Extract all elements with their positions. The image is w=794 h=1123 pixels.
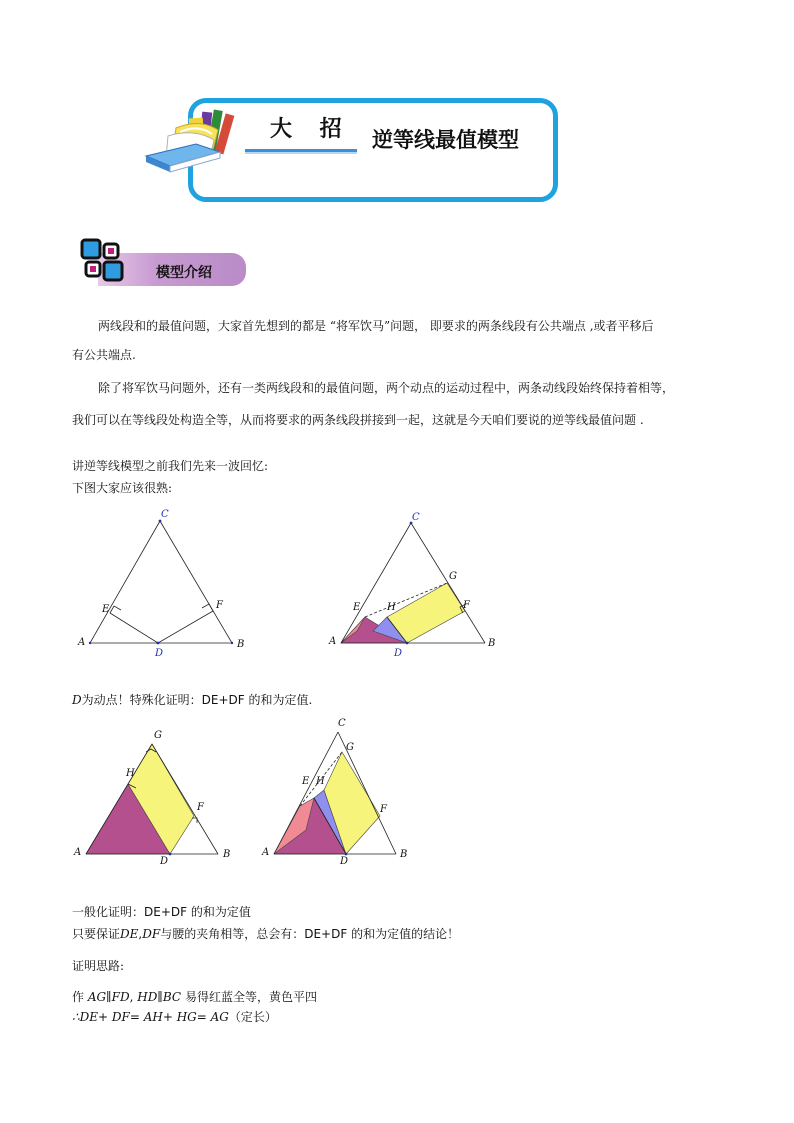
statement-1 xyxy=(72,692,312,708)
statement-2 xyxy=(72,904,251,920)
proof-line-2 xyxy=(72,1009,277,1025)
proof-line-2-math: ∴DE+ DF= AH+ HG= AG xyxy=(72,1010,229,1024)
figure-2 xyxy=(325,505,500,660)
label-G-2: G xyxy=(449,571,457,582)
label-C: C xyxy=(161,509,169,520)
statement-1-expr: DE+DF xyxy=(201,693,245,707)
label-G-4: G xyxy=(346,742,354,753)
proof-line-1-sep: , xyxy=(129,990,134,1004)
statement-3-var2: DF xyxy=(142,927,161,941)
label-A-3: A xyxy=(74,847,82,858)
banner-tab-underline xyxy=(245,149,357,154)
proof-line-1-m1: AG∥FD xyxy=(87,990,130,1004)
label-H-2: H xyxy=(387,602,396,613)
statement-1-var: D xyxy=(72,693,82,707)
recall-line1: 讲逆等线模型之前我们先来一波回忆: xyxy=(72,459,269,473)
figure-1 xyxy=(70,505,260,660)
label-D-2: D xyxy=(394,648,403,659)
statement-2-expr: DE+DF xyxy=(144,905,188,919)
label-E-4: E xyxy=(302,776,310,787)
label-F: F xyxy=(216,600,223,611)
statement-2-text: 一般化证明： xyxy=(72,905,145,919)
label-H-3: H xyxy=(126,768,135,779)
intro-p2-line1: 除了将军饮马问题外，还有一类两线段和的最值问题，两个动点的运动过程中，两条动线段始终保持着相等， xyxy=(98,381,675,395)
label-A-4: A xyxy=(262,847,270,858)
label-G-3: G xyxy=(154,730,162,741)
proof-line-1-pre: 作 xyxy=(72,990,85,1004)
label-F-2: F xyxy=(463,600,470,611)
recall-line2: 下图大家应该很熟: xyxy=(72,481,173,495)
statement-3-tail: 的和为定值的结论！ xyxy=(351,927,460,941)
label-F-3: F xyxy=(197,802,204,813)
label-B: B xyxy=(237,639,245,650)
statement-3-var1: DE xyxy=(120,927,139,941)
label-D-3: D xyxy=(160,856,169,864)
statement-1-text: 为动点！特殊化证明： xyxy=(81,693,202,707)
label-A: A xyxy=(78,637,86,648)
statement-3-expr: DE+DF xyxy=(304,927,348,941)
section-label: 模型介绍 xyxy=(156,265,212,281)
proof-line-2-tail: （定长） xyxy=(228,1010,277,1024)
intro-p2-line2: 我们可以在等线段处构造全等，从而将要求的两条线段拼接到一起，这就是今天咱们要说的逆等线最值问题 . xyxy=(72,413,644,427)
statement-2-tail: 的和为定值 xyxy=(190,905,251,919)
proof-heading: 证明思路: xyxy=(72,959,125,973)
label-A-2: A xyxy=(329,636,337,647)
intro-p1-line2: 有公共端点. xyxy=(72,348,136,362)
label-H-4: H xyxy=(316,776,325,787)
label-B-2: B xyxy=(488,638,496,649)
section-grid-icon xyxy=(78,236,128,284)
label-B-4: B xyxy=(400,849,408,860)
statement-3-pre: 只要保证 xyxy=(72,927,121,941)
proof-line-1-tail: 易得红蓝全等，黄色平四 xyxy=(184,990,317,1004)
books-icon xyxy=(140,108,250,178)
label-E-2: E xyxy=(353,602,361,613)
label-C-4: C xyxy=(338,718,346,729)
figure-4 xyxy=(258,712,418,864)
label-D: D xyxy=(155,648,164,659)
statement-3-mid: 与腰的夹角相等，总会有： xyxy=(160,927,305,941)
statement-1-tail: 的和为定值. xyxy=(248,693,313,707)
proof-line-1 xyxy=(72,989,317,1005)
proof-line-1-m2: HD∥BC xyxy=(137,990,182,1004)
label-F-4: F xyxy=(380,804,387,815)
label-B-3: B xyxy=(223,849,231,860)
header-tag: 大 招 xyxy=(270,117,352,142)
label-E: E xyxy=(102,604,110,615)
figure-3 xyxy=(70,722,240,864)
label-C-2: C xyxy=(412,512,420,523)
statement-3-sep: , xyxy=(138,927,143,941)
label-D-4: D xyxy=(340,856,349,864)
intro-p1-line1: 两线段和的最值问题，大家首先想到的都是 “将军饮马”问题， 即要求的两条线段有公共端点 ,或者平移后 xyxy=(98,319,654,333)
page-title: 逆等线最值模型 xyxy=(372,128,519,152)
statement-3 xyxy=(72,926,459,942)
